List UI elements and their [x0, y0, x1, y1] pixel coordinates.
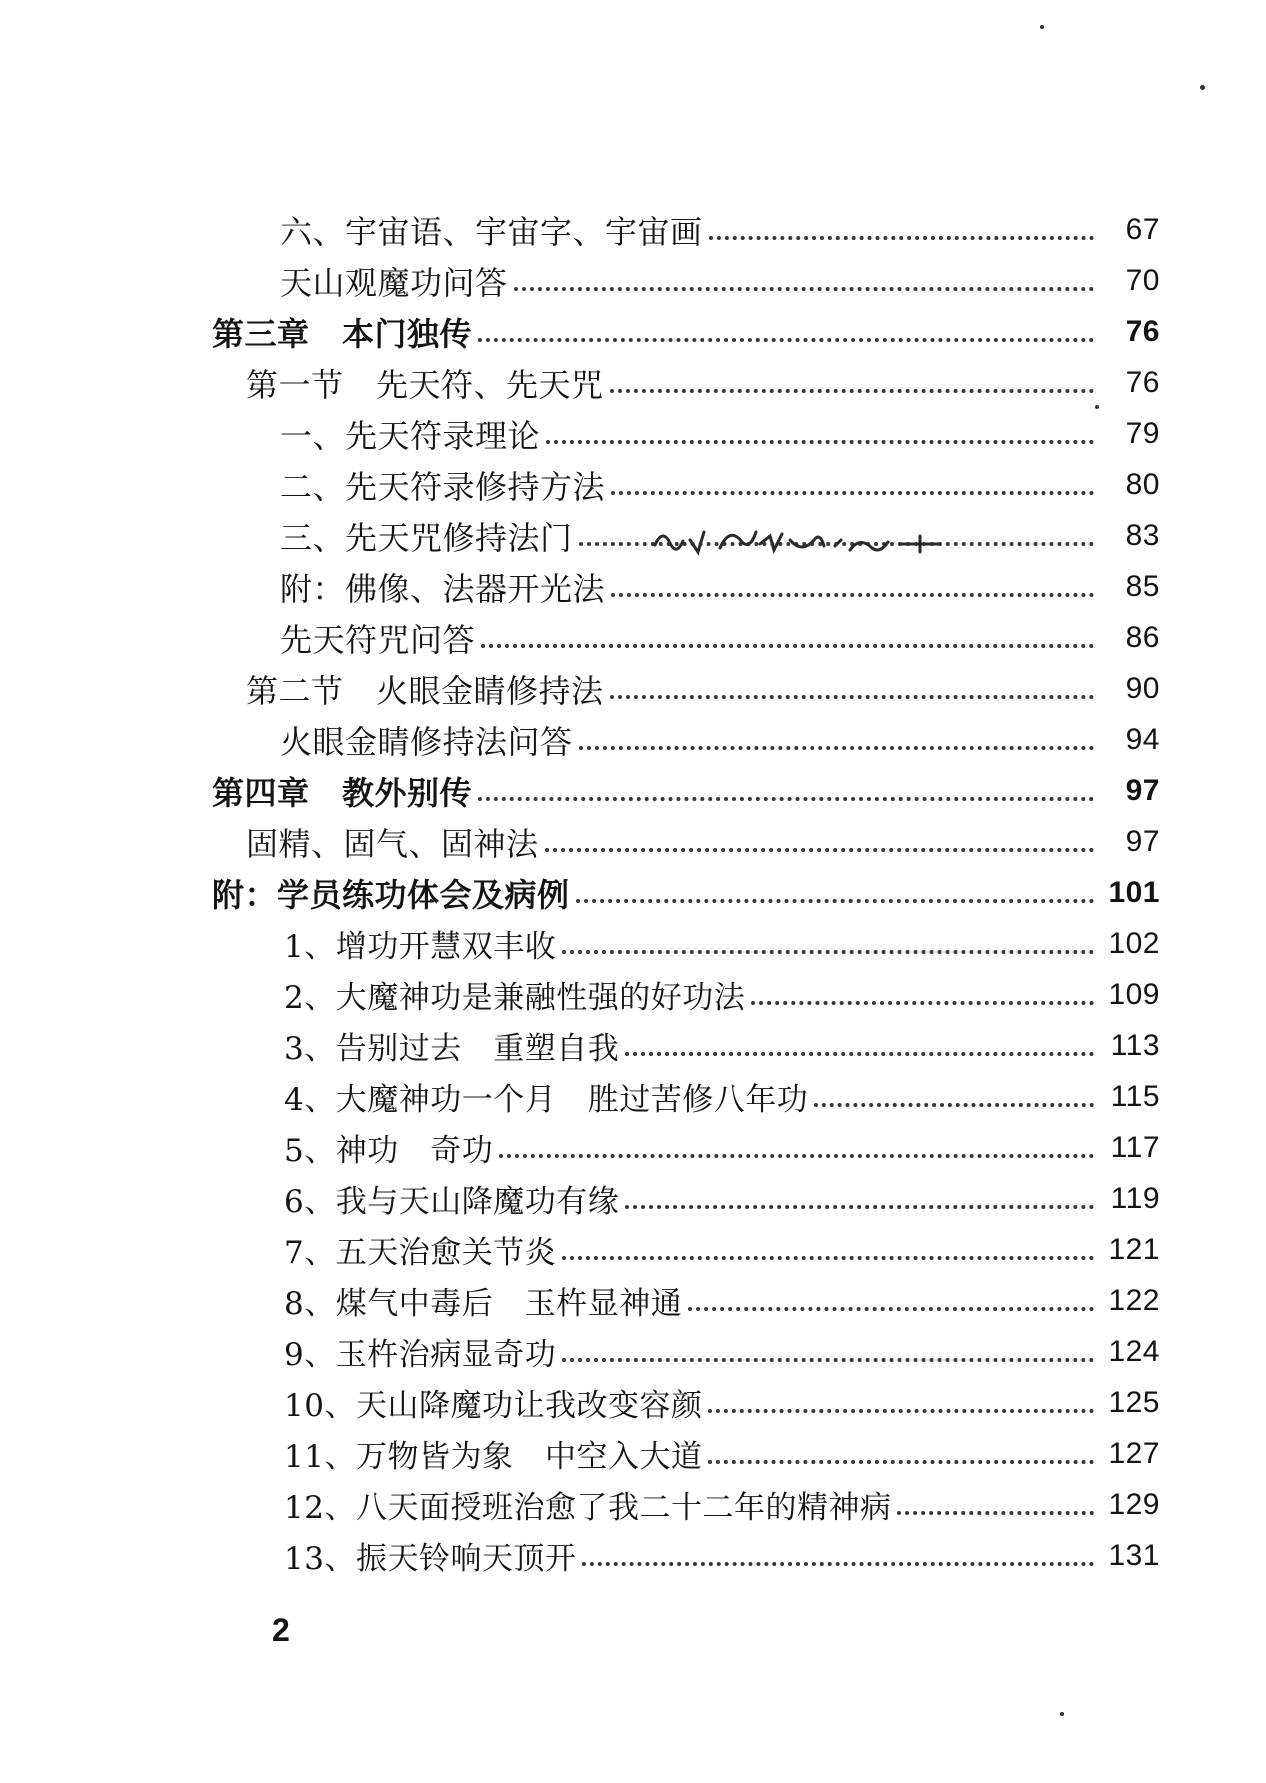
toc-entry-page: 102 [1108, 926, 1160, 960]
dot-leader [576, 899, 1094, 903]
toc-entry-page: 125 [1108, 1385, 1160, 1419]
dot-leader [688, 1307, 1094, 1311]
toc-entry [284, 1530, 1160, 1581]
toc-entry-title: 5、神功 奇功 [284, 1133, 494, 1169]
toc-entry [280, 459, 1160, 510]
toc-entry-title: 7、五天治愈关节炎 [284, 1235, 557, 1271]
toc-entry-title: 天山观魔功问答 [280, 263, 508, 302]
toc-entry [284, 1173, 1160, 1224]
dot-leader [582, 1562, 1094, 1566]
toc-entry-title: 第四章 教外别传 [212, 773, 473, 812]
toc-entry [284, 1377, 1160, 1428]
dot-leader [545, 848, 1094, 852]
dot-leader [897, 1511, 1094, 1515]
toc-entry-page: 79 [1125, 416, 1160, 450]
toc-entry [280, 255, 1160, 306]
page-number: 2 [272, 1612, 290, 1648]
toc-entry-page: 122 [1108, 1283, 1160, 1317]
toc-entry-title: 8、煤气中毒后 玉杵显神通 [284, 1286, 683, 1322]
toc-entry [212, 306, 1160, 357]
toc-entry-title: 先天符咒问答 [280, 620, 476, 659]
toc-entry-page: 94 [1125, 722, 1160, 756]
toc-entry-title: 13、振天铃响天顶开 [284, 1541, 577, 1577]
toc-entry-title: 六、宇宙语、宇宙字、宇宙画 [280, 212, 703, 251]
toc-entry-page: 97 [1125, 773, 1160, 807]
toc-entry-page: 109 [1108, 977, 1160, 1011]
toc-entry [284, 1224, 1160, 1275]
toc-entry [280, 408, 1160, 459]
toc-entry-title: 一、先天符录理论 [280, 416, 541, 455]
toc-entry-title: 火眼金睛修持法问答 [280, 722, 573, 761]
toc-entry [284, 1428, 1160, 1479]
toc-entry [284, 969, 1160, 1020]
toc-entry-page: 83 [1125, 518, 1160, 552]
toc-entry-page: 70 [1125, 263, 1160, 297]
toc-entry-title: 2、大魔神功是兼融性强的好功法 [284, 980, 746, 1016]
toc-entry-page: 119 [1110, 1181, 1160, 1215]
dot-leader [579, 746, 1094, 750]
toc-entry-title: 附：佛像、法器开光法 [280, 569, 606, 608]
toc-entry-page: 80 [1125, 467, 1160, 501]
dot-leader [625, 1052, 1094, 1056]
toc-entry [246, 816, 1160, 867]
scan-speck [1095, 405, 1099, 409]
dot-leader [481, 644, 1094, 648]
toc-entry-page: 121 [1108, 1232, 1160, 1266]
toc-entry-title: 3、告别过去 重塑自我 [284, 1031, 620, 1067]
toc-entry-page: 113 [1110, 1028, 1160, 1062]
toc-entry-title: 9、玉杵治病显奇功 [284, 1337, 557, 1373]
dot-leader [709, 236, 1094, 240]
toc-entry-title: 二、先天符录修持方法 [280, 467, 606, 506]
toc-entry [284, 1326, 1160, 1377]
dot-leader [611, 491, 1094, 495]
toc-entry-page: 86 [1125, 620, 1160, 654]
toc-entry [246, 663, 1160, 714]
toc-entry-title: 第三章 本门独传 [212, 314, 473, 353]
toc-entry-title: 12、八天面授班治愈了我二十二年的精神病 [284, 1490, 892, 1526]
toc-entry-title: 第二节 火眼金睛修持法 [246, 671, 604, 710]
dot-leader [546, 440, 1094, 444]
toc-entry [280, 714, 1160, 765]
toc-entry-title: 附：学员练功体会及病例 [212, 875, 570, 914]
toc-entry-page: 124 [1108, 1334, 1160, 1368]
toc-entry [284, 1122, 1160, 1173]
dot-leader [708, 1409, 1094, 1413]
toc-entry-page: 76 [1125, 365, 1160, 399]
toc-entry-title: 10、天山降魔功让我改变容颜 [284, 1388, 703, 1424]
dot-leader [708, 1460, 1094, 1464]
toc-entry-page: 131 [1108, 1538, 1160, 1572]
dot-leader [478, 338, 1094, 342]
toc-entry-title: 4、大魔神功一个月 胜过苦修八年功 [284, 1082, 809, 1118]
toc-entry-page: 129 [1108, 1487, 1160, 1521]
toc-entry-title: 11、万物皆为象 中空入大道 [284, 1439, 703, 1475]
toc-entry [246, 357, 1160, 408]
dot-leader [751, 1001, 1094, 1005]
dot-leader [514, 287, 1094, 291]
dot-leader [814, 1103, 1094, 1107]
toc-entry-page: 97 [1125, 824, 1160, 858]
dot-leader [562, 1256, 1094, 1260]
toc-entry-title: 第一节 先天符、先天咒 [246, 365, 604, 404]
toc-entry-page: 85 [1125, 569, 1160, 603]
table-of-contents [0, 204, 1266, 1581]
toc-entry [284, 918, 1160, 969]
dot-leader [625, 1205, 1094, 1209]
toc-entry [284, 1275, 1160, 1326]
toc-entry-page: 67 [1125, 212, 1160, 246]
handwritten-scribble [650, 510, 990, 570]
toc-entry [212, 765, 1160, 816]
toc-entry-title: 固精、固气、固神法 [246, 824, 539, 863]
dot-leader [562, 1358, 1094, 1362]
toc-entry [212, 867, 1160, 918]
toc-entry-page: 127 [1108, 1436, 1160, 1470]
toc-entry-page: 76 [1125, 314, 1160, 348]
toc-entry-page: 117 [1110, 1130, 1160, 1164]
toc-entry-title: 1、增功开慧双丰收 [284, 929, 557, 965]
scan-speck [1200, 85, 1205, 90]
toc-entry [284, 1071, 1160, 1122]
dot-leader [610, 389, 1094, 393]
dot-leader [610, 695, 1094, 699]
dot-leader [562, 950, 1094, 954]
dot-leader [611, 593, 1094, 597]
toc-entry-page: 90 [1125, 671, 1160, 705]
toc-entry-title: 三、先天咒修持法门 [280, 518, 573, 557]
dot-leader [499, 1154, 1094, 1158]
toc-entry [284, 1479, 1160, 1530]
dot-leader [478, 797, 1094, 801]
toc-entry [280, 204, 1160, 255]
toc-entry-page: 101 [1108, 875, 1160, 909]
toc-entry-title: 6、我与天山降魔功有缘 [284, 1184, 620, 1220]
scan-speck [1040, 25, 1044, 29]
toc-entry-page: 115 [1110, 1079, 1160, 1113]
toc-entry [284, 1020, 1160, 1071]
scan-speck [1060, 1712, 1064, 1716]
toc-entry [280, 612, 1160, 663]
